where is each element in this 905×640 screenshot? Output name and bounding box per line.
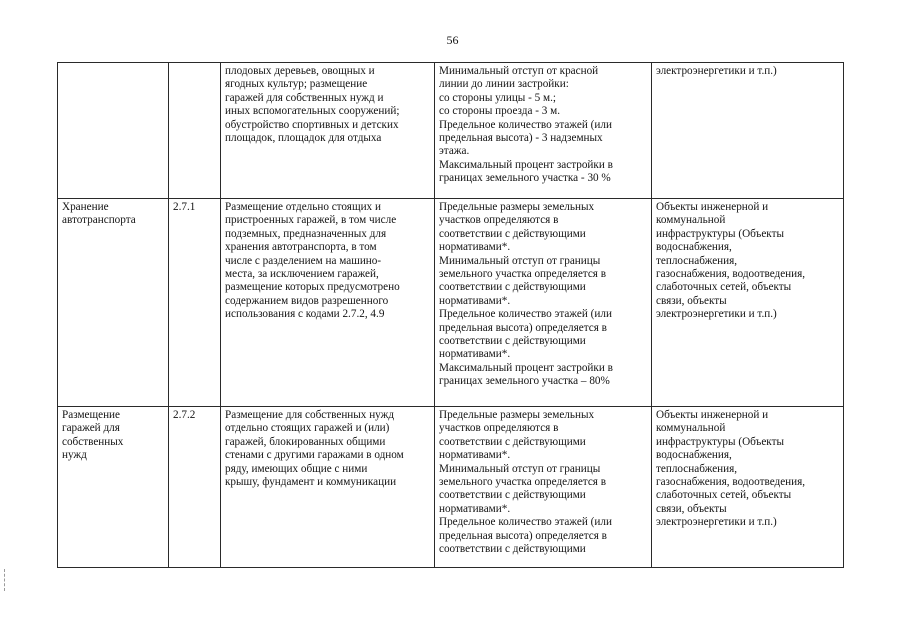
parameters-line: границах земельного участка – 80%	[439, 375, 610, 388]
parameters-line: нормативами*.	[439, 502, 511, 515]
description-cell	[221, 199, 435, 407]
restrictions-line: слаботочных сетей, объекты	[656, 281, 792, 294]
description-line: размещение которых предусмотрено	[225, 281, 400, 294]
parameters-line: предельная высота) определяется в	[439, 321, 607, 334]
restrictions-line: теплоснабжения,	[656, 254, 738, 267]
description-cell	[221, 407, 435, 568]
scan-margin-mark	[4, 569, 6, 591]
parameters-line: нормативами*.	[439, 449, 511, 462]
parameters-line: соответствии с действующими	[439, 281, 586, 294]
description-line: крышу, фундамент и коммуникации	[225, 476, 397, 489]
parameters-line: Минимальный отступ от красной	[439, 65, 599, 77]
parameters-line: соответствии с действующими	[439, 435, 586, 448]
restrictions-line: коммунальной	[656, 422, 726, 435]
use-code-cell: 2.7.2	[169, 407, 221, 568]
use-name-cell	[58, 199, 169, 407]
parameters-line: нормативами*.	[439, 241, 511, 254]
parameters-line: нормативами*.	[439, 348, 511, 361]
description-line: хранения автотранспорта, в том	[225, 241, 377, 254]
description-line: числе с разделением на машино-	[225, 254, 382, 267]
restrictions-line: Объекты инженерной и	[656, 201, 769, 213]
parameters-line: границах земельного участка - 30 %	[439, 172, 611, 185]
restrictions-cell	[652, 407, 844, 568]
use-name-cell	[58, 63, 169, 199]
description-line: подземных, предназначенных для	[225, 227, 387, 240]
restrictions-line: теплоснабжения,	[656, 462, 738, 475]
use-name-line: Размещение	[62, 409, 121, 421]
parameters-line: соответствии с действующими	[439, 335, 586, 348]
parameters-line: этажа.	[439, 145, 470, 158]
restrictions-line: электроэнергетики и т.п.)	[656, 308, 777, 321]
description-line: содержанием видов разрешенного	[225, 294, 389, 307]
parameters-line: Предельное количество этажей (или	[439, 308, 612, 321]
land-use-table	[57, 62, 844, 568]
table-row	[58, 199, 844, 407]
restrictions-line: электроэнергетики и т.п.)	[656, 516, 777, 529]
restrictions-line: водоснабжения,	[656, 449, 732, 462]
restrictions-line: инфраструктуры (Объекты	[656, 435, 785, 448]
restrictions-line: электроэнергетики и т.п.)	[656, 65, 777, 77]
description-line: использования с кодами 2.7.2, 4.9	[225, 308, 385, 321]
description-cell	[221, 63, 435, 199]
parameters-line: земельного участка определяется в	[439, 476, 607, 489]
parameters-cell	[435, 199, 652, 407]
description-line: площадок, площадок для отдыха	[225, 132, 382, 145]
restrictions-line: газоснабжения, водоотведения,	[656, 268, 806, 281]
parameters-line: Предельные размеры земельных	[439, 409, 595, 421]
restrictions-line: связи, объекты	[656, 502, 727, 515]
restrictions-line: газоснабжения, водоотведения,	[656, 476, 806, 489]
parameters-line: Предельное количество этажей (или	[439, 118, 612, 131]
parameters-line: Минимальный отступ от границы	[439, 462, 601, 475]
parameters-line: земельного участка определяется в	[439, 268, 607, 281]
restrictions-line: Объекты инженерной и	[656, 409, 769, 421]
parameters-cell	[435, 407, 652, 568]
restrictions-cell	[652, 63, 844, 199]
restrictions-line: связи, объекты	[656, 294, 727, 307]
parameters-line: предельная высота) определяется в	[439, 529, 607, 542]
restrictions-line: слаботочных сетей, объекты	[656, 489, 792, 502]
page-number: 56	[446, 33, 459, 47]
use-name-line: Хранение	[62, 201, 109, 213]
use-name-line: гаражей для	[62, 422, 120, 435]
table-row	[58, 407, 844, 568]
description-line: отдельно стоящих гаражей и (или)	[225, 422, 390, 435]
description-line: гаражей, блокированных общими	[225, 435, 386, 448]
parameters-line: участков определяются в	[439, 422, 559, 435]
description-line: Размещение для собственных нужд	[225, 409, 395, 421]
description-line: Размещение отдельно стоящих и	[225, 201, 381, 213]
parameters-line: Максимальный процент застройки в	[439, 361, 613, 374]
use-name-line: собственных	[62, 435, 124, 448]
use-name-line: нужд	[62, 449, 87, 462]
parameters-line: со стороны проезда - 3 м.	[439, 105, 561, 118]
parameters-line: соответствии с действующими	[439, 489, 586, 502]
restrictions-line: инфраструктуры (Объекты	[656, 227, 785, 240]
description-line: гаражей для собственных нужд и	[225, 91, 384, 104]
use-code-cell	[169, 63, 221, 199]
description-line: пристроенных гаражей, в том числе	[225, 214, 397, 227]
description-line: стенами с другими гаражами в одном	[225, 449, 404, 462]
parameters-line: Минимальный отступ от границы	[439, 254, 601, 267]
parameters-line: со стороны улицы - 5 м.;	[439, 91, 557, 104]
restrictions-line: водоснабжения,	[656, 241, 732, 254]
description-line: плодовых деревьев, овощных и	[225, 65, 375, 77]
parameters-cell	[435, 63, 652, 199]
parameters-line: участков определяются в	[439, 214, 559, 227]
table-row	[58, 63, 844, 199]
parameters-line: нормативами*.	[439, 294, 511, 307]
parameters-line: предельная высота) - 3 надземных	[439, 132, 603, 145]
description-line: обустройство спортивных и детских	[225, 118, 399, 131]
parameters-line: Максимальный процент застройки в	[439, 158, 613, 171]
parameters-line: Предельные размеры земельных	[439, 201, 595, 213]
parameters-line: соответствии с действующими	[439, 227, 586, 240]
description-line: ягодных культур; размещение	[225, 78, 368, 91]
description-line: иных вспомогательных сооружений;	[225, 105, 400, 118]
parameters-line: Предельное количество этажей (или	[439, 516, 612, 529]
description-line: ряду, имеющих общие с ними	[225, 462, 368, 475]
restrictions-line: коммунальной	[656, 214, 726, 227]
use-name-cell	[58, 407, 169, 568]
restrictions-cell	[652, 199, 844, 407]
parameters-line: соответствии с действующими	[439, 543, 586, 556]
description-line: места, за исключением гаражей,	[225, 268, 379, 281]
use-name-line: автотранспорта	[62, 214, 136, 227]
parameters-line: линии до линии застройки:	[439, 78, 569, 91]
use-code-cell: 2.7.1	[169, 199, 221, 407]
